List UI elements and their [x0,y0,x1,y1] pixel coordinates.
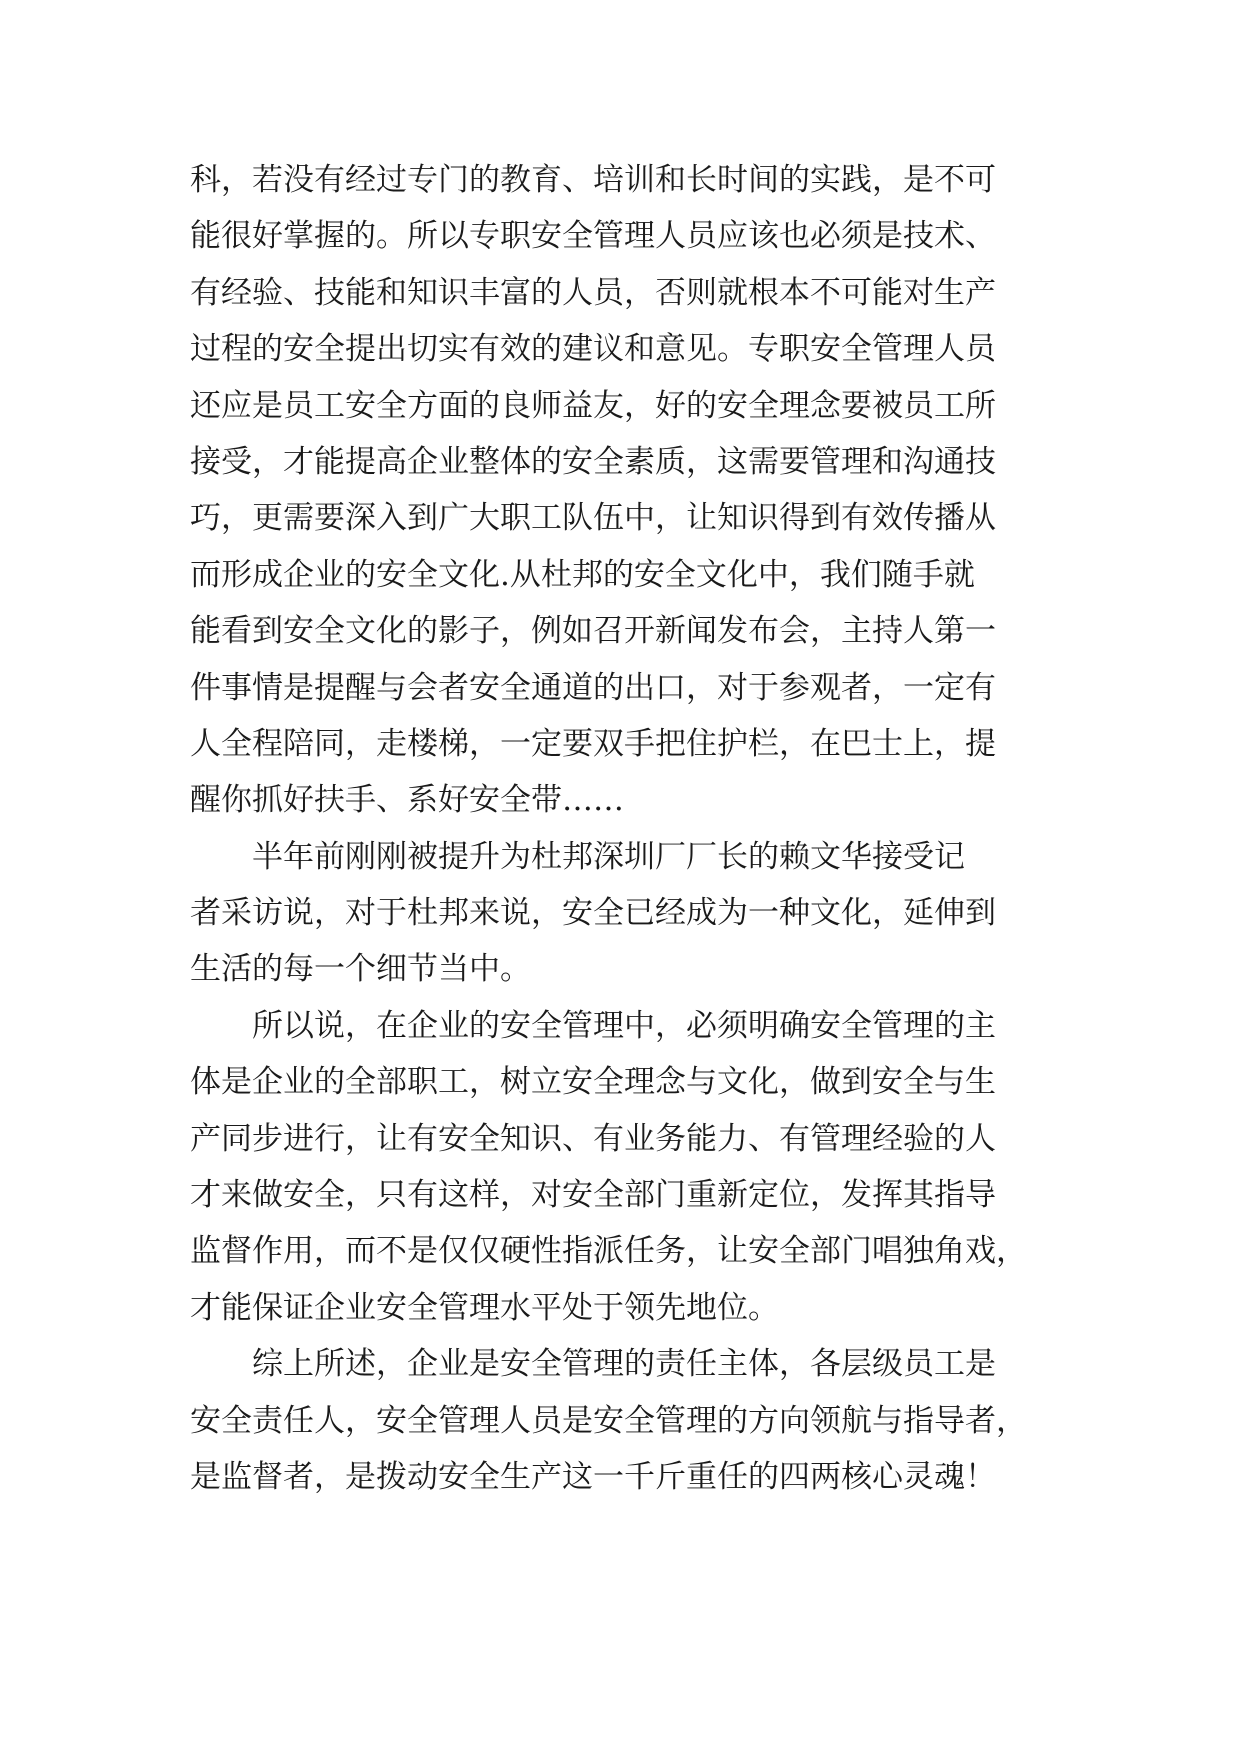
body-text [190,152,1070,1505]
text-line: 才来做安全，只有这样，对安全部门重新定位，发挥其指导 [190,1177,996,1214]
text-line: 是监督者，是拨动安全生产这一千斤重任的四两核心灵魂！ [190,1458,996,1495]
text-line: 还应是员工安全方面的良师益友，好的安全理念要被员工所 [190,387,996,424]
text-line: 科，若没有经过专门的教育、培训和长时间的实践，是不可 [190,162,996,198]
text-line: 者采访说，对于杜邦来说，安全已经成为一种文化，延伸到 [190,895,996,932]
text-line: 监督作用，而不是仅仅硬性指派任务，让安全部门唱独角戏， [190,1233,1027,1270]
text-line: 才能保证企业安全管理水平处于领先地位。 [190,1289,779,1326]
text-line: 能很好掌握的。所以专职安全管理人员应该也必须是技术、 [190,218,996,255]
text-line: 醒你抓好扶手、系好安全带…… [190,782,624,819]
text-line: 人全程陪同，走楼梯，一定要双手把住护栏，在巴士上，提 [190,725,996,762]
text-line: 生活的每一个细节当中。 [190,951,531,988]
text-line: 接受，才能提高企业整体的安全素质，这需要管理和沟通技 [190,443,996,480]
text-line: 而形成企业的安全文化.从杜邦的安全文化中，我们随手就 [190,556,975,593]
text-line: 所以说，在企业的安全管理中，必须明确安全管理的主 [190,1007,996,1044]
text-line: 有经验、技能和知识丰富的人员，否则就根本不可能对生产 [190,274,996,311]
text-line: 能看到安全文化的影子，例如召开新闻发布会，主持人第一 [190,613,996,650]
text-line: 安全责任人，安全管理人员是安全管理的方向领航与指导者， [190,1402,1027,1439]
text-line: 半年前刚刚被提升为杜邦深圳厂厂长的赖文华接受记 [190,838,965,875]
text-line: 过程的安全提出切实有效的建议和意见。专职安全管理人员 [190,331,996,368]
text-line: 综上所述，企业是安全管理的责任主体，各层级员工是 [190,1346,996,1383]
text-line: 产同步进行，让有安全知识、有业务能力、有管理经验的人 [190,1120,996,1157]
text-line: 件事情是提醒与会者安全通道的出口，对于参观者，一定有 [190,669,996,706]
text-line: 巧，更需要深入到广大职工队伍中，让知识得到有效传播从 [190,500,996,537]
text-line: 体是企业的全部职工，树立安全理念与文化，做到安全与生 [190,1064,996,1101]
